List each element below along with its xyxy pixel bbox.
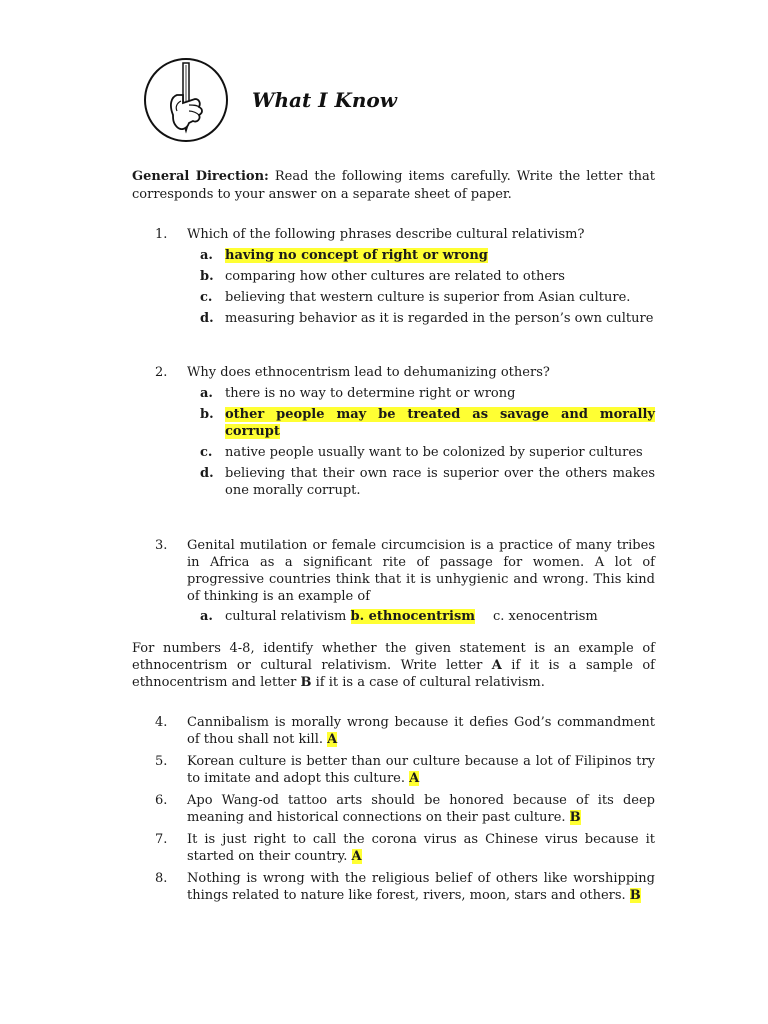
question-text: Why does ethnocentrism lead to dehumanizing others?: [187, 365, 550, 380]
question-2: [132, 364, 655, 499]
item-text: Cannibalism is morally wrong because it defies God’s commandment of thou shall not kill.: [187, 715, 655, 747]
answer-badge: A: [409, 771, 420, 786]
option-text: native people usually want to be colonized by superior cultures: [225, 445, 643, 460]
question-text: Which of the following phrases describe cultural relativism?: [187, 227, 585, 242]
answer-badge: B: [629, 888, 641, 903]
item-text: Apo Wang-od tattoo arts should be honored because of its deep meaning and historical connections on their past culture.: [187, 793, 655, 825]
item-6: [132, 792, 655, 826]
item-number: 7.: [155, 832, 168, 847]
option-text: other people may be treated as savage and morally corrupt: [225, 407, 655, 439]
option-text: comparing how other cultures are related to others: [225, 269, 565, 284]
answer-badge: A: [327, 732, 338, 747]
general-direction: [132, 168, 655, 204]
option-a: a. there is no way to determine right or wrong: [200, 386, 516, 401]
option-b: b. other people may be treated as savage and morally corrupt: [200, 407, 655, 439]
option-text: measuring behavior as it is regarded in the person’s own culture: [225, 311, 654, 326]
item-4: [132, 714, 655, 748]
direction-text: Read the following items carefully. Write the letter that corresponds to your answer on a separate sheet of paper.: [132, 169, 655, 202]
option-d: d. believing that their own race is superior over the others makes one morally corrupt.: [200, 466, 655, 498]
option-a: a. having no concept of right or wrong: [200, 248, 488, 263]
item-7: [132, 831, 655, 865]
option-a-letter: a.: [200, 609, 213, 624]
direction-label: General Direction:: [132, 169, 269, 184]
option-a-text: cultural relativism: [225, 609, 347, 624]
item-number: 8.: [155, 871, 168, 886]
option-c-text: c. xenocentrism: [493, 609, 598, 624]
item-text: It is just right to call the corona virus as Chinese virus because it started on their country.: [187, 832, 655, 864]
item-5: [132, 753, 655, 787]
option-text: having no concept of right or wrong: [225, 248, 488, 263]
instructions-paragraph: For numbers 4-8, identify whether the given statement is an example of ethnocentrism or cultural relativism. Write letter A if it is a sample of ethnocentrism and letter B if it is a case of cultural relativism.: [132, 641, 655, 690]
item-number: 4.: [155, 715, 168, 730]
option-text: believing that western culture is superior from Asian culture.: [225, 290, 631, 305]
question-3: [132, 537, 655, 625]
question-1: [132, 226, 655, 327]
question-number: 2.: [155, 365, 168, 380]
item-text: Nothing is wrong with the religious belief of others like worshipping things related to nature like forest, rivers, moon, stars and others.: [187, 871, 655, 903]
item-text: Korean culture is better than our culture because a lot of Filipinos try to imitate and adopt this culture.: [187, 754, 655, 786]
option-b-answer: b. ethnocentrism: [350, 609, 476, 624]
option-text: there is no way to determine right or wrong: [225, 386, 516, 401]
page-title: What I Know: [252, 88, 397, 112]
inline-options: [200, 608, 655, 625]
answer-badge: B: [569, 810, 581, 825]
answer-badge: A: [351, 849, 362, 864]
option-b: b. comparing how other cultures are related to others: [200, 269, 565, 284]
option-text: believing that their own race is superior over the others makes one morally corrupt.: [225, 466, 655, 498]
item-8: [132, 870, 655, 904]
question-number: 3.: [155, 538, 168, 553]
option-c: c. believing that western culture is superior from Asian culture.: [200, 290, 631, 305]
item-number: 5.: [155, 754, 168, 769]
option-c: c. native people usually want to be colonized by superior cultures: [200, 445, 643, 460]
item-number: 6.: [155, 793, 168, 808]
option-d: d. measuring behavior as it is regarded in the person’s own culture: [200, 311, 654, 326]
hand-holding-pencil-icon: [143, 57, 229, 143]
question-number: 1.: [155, 227, 168, 242]
question-text: Genital mutilation or female circumcision is a practice of many tribes in Africa as a significant rite of passage for women. A lot of progressive countries think that it is unhygienic and wrong. This kind of thinking is an example of: [187, 538, 655, 604]
